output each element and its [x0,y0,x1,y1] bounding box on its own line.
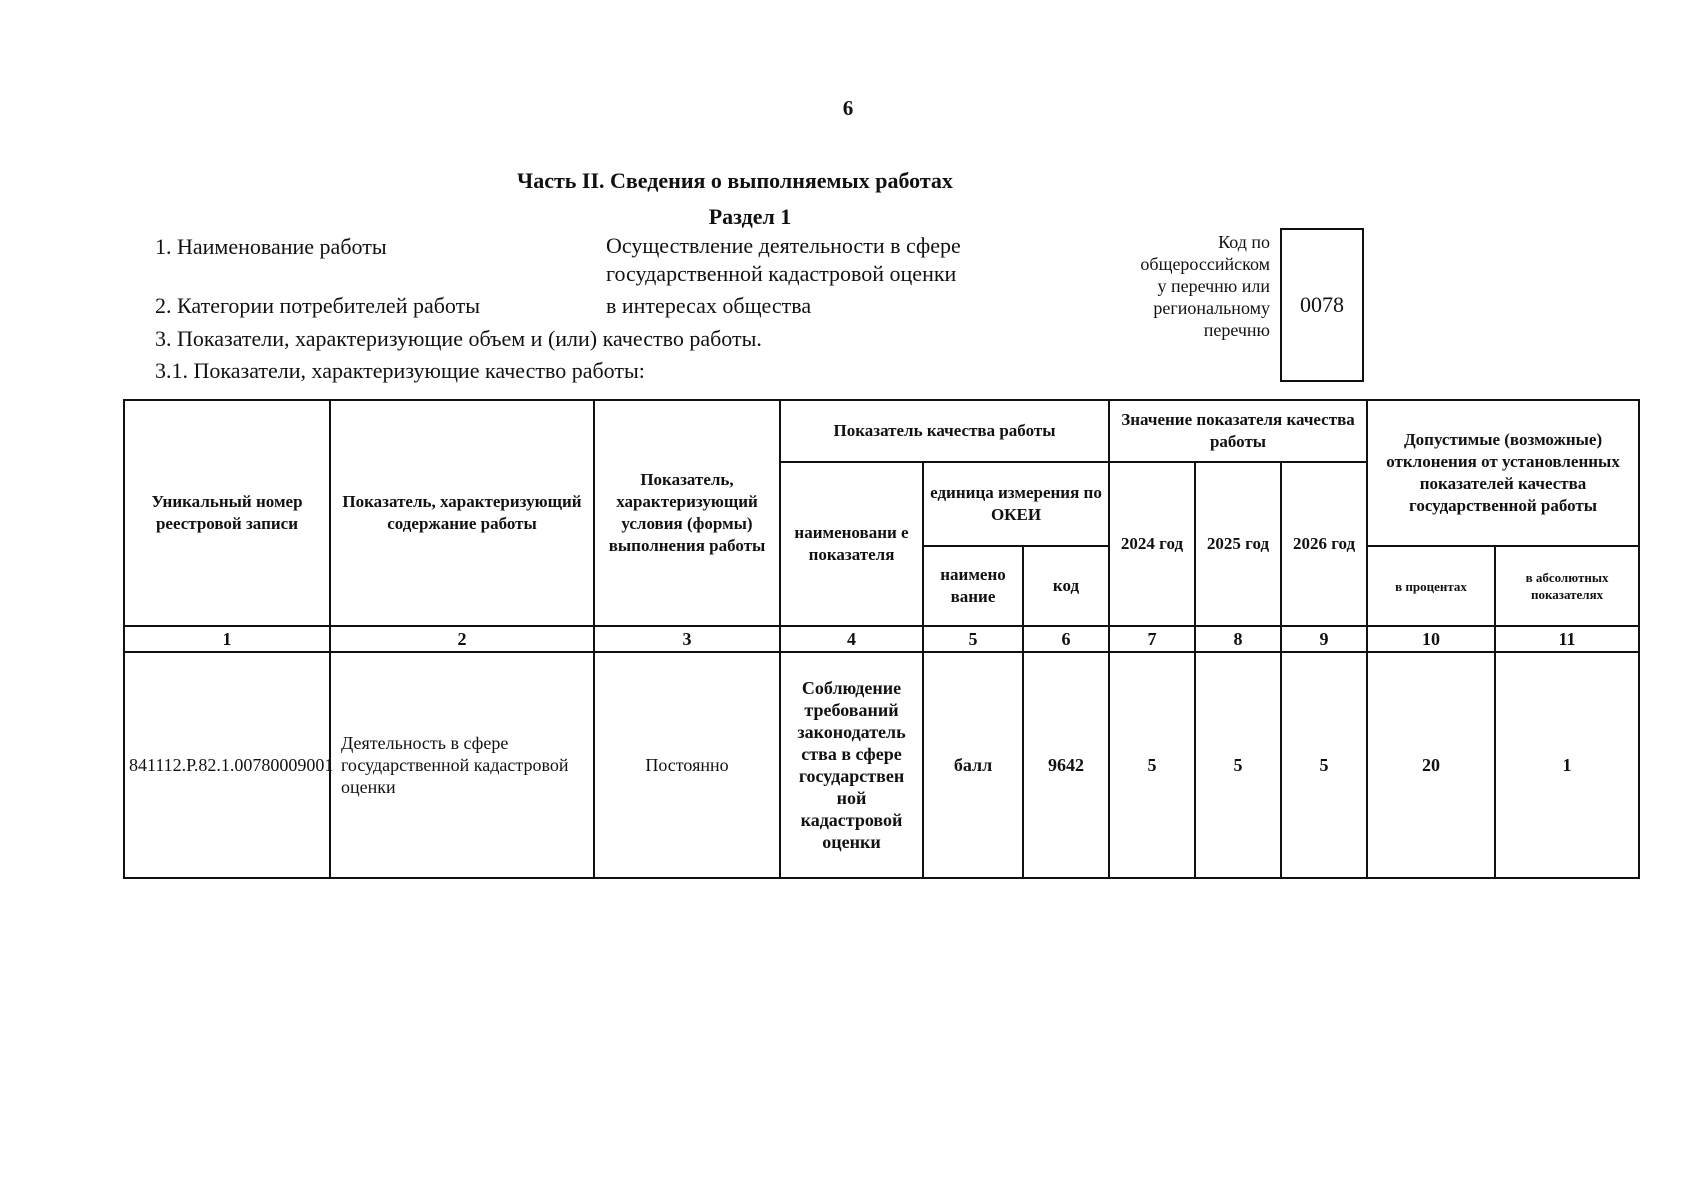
column-number: 7 [1109,626,1195,652]
code-label-line: перечню [1203,320,1270,340]
consumers-label: 2. Категории потребителей работы [155,293,481,318]
header-unit-name: наимено вание [923,546,1023,626]
cell-value-2024: 5 [1109,652,1195,878]
header-year-2024: 2024 год [1109,462,1195,626]
work-name-value-line2: государственной кадастровой оценки [606,261,957,286]
header-work-content: Показатель, характеризующий содержание работы [330,400,594,626]
work-name-label: 1. Наименование работы [155,234,387,259]
code-label-line: Код по [1218,232,1270,252]
header-unit-group: единица измерения по ОКЕИ [923,462,1109,546]
cell-work-content: Деятельность в сфере государственной кадастровой оценки [330,652,594,878]
header-year-2026: 2026 год [1281,462,1367,626]
cell-unit-code: 9642 [1023,652,1109,878]
cell-deviation-percent: 20 [1367,652,1495,878]
column-number: 11 [1495,626,1639,652]
header-unit-code: код [1023,546,1109,626]
column-numbers-row [124,626,1639,652]
indicators-label: 3. Показатели, характеризующие объем и (или) качество работы. [155,326,762,351]
column-number: 2 [330,626,594,652]
cell-unit-name: балл [923,652,1023,878]
quality-label: 3.1. Показатели, характеризующие качество работы: [155,358,645,383]
header-deviation-absolute: в абсолютных показателях [1495,546,1639,626]
section-title: Раздел 1 [708,204,792,229]
cell-value-2026: 5 [1281,652,1367,878]
column-number: 6 [1023,626,1109,652]
cell-value-2025: 5 [1195,652,1281,878]
column-number: 10 [1367,626,1495,652]
column-number: 5 [923,626,1023,652]
header-value-group: Значение показателя качества работы [1109,400,1367,462]
cell-work-conditions: Постоянно [594,652,780,878]
header-deviation-percent: в процентах [1367,546,1495,626]
column-number: 8 [1195,626,1281,652]
header-year-2025: 2025 год [1195,462,1281,626]
code-label-line: региональному [1153,298,1270,318]
work-name-value-line1: Осуществление деятельности в сфере [606,233,961,258]
cell-deviation-absolute: 1 [1495,652,1639,878]
header-indicator-name: наименовани е показателя [780,462,923,626]
code-label-line: общероссийском [1140,254,1270,274]
part-title: Часть II. Сведения о выполняемых работах [517,168,953,193]
table-row [124,652,1639,878]
consumers-value: в интересах общества [606,293,812,318]
header-quality-group: Показатель качества работы [780,400,1109,462]
code-value: 0078 [1300,292,1344,317]
column-number: 9 [1281,626,1367,652]
header-registry-number: Уникальный номер реестровой записи [124,400,330,626]
column-number: 1 [124,626,330,652]
cell-indicator-name: Соблюдение требований законодатель ства в сфере государствен ной кадастровой оценки [780,652,923,878]
header-work-conditions: Показатель, характеризующий условия (формы) выполнения работы [594,400,780,626]
quality-indicators-table [123,399,1640,879]
column-number: 4 [780,626,923,652]
header-deviation-group: Допустимые (возможные) отклонения от установленных показателей качества государственной работы [1367,400,1639,546]
work-name-value [606,232,961,288]
column-number: 3 [594,626,780,652]
code-label [1100,231,1270,341]
code-label-line: у перечню или [1157,276,1270,296]
page-number: 6 [842,96,854,120]
code-box [1280,228,1364,382]
cell-registry-number: 841112.Р.82.1.00780009001 [124,652,330,878]
